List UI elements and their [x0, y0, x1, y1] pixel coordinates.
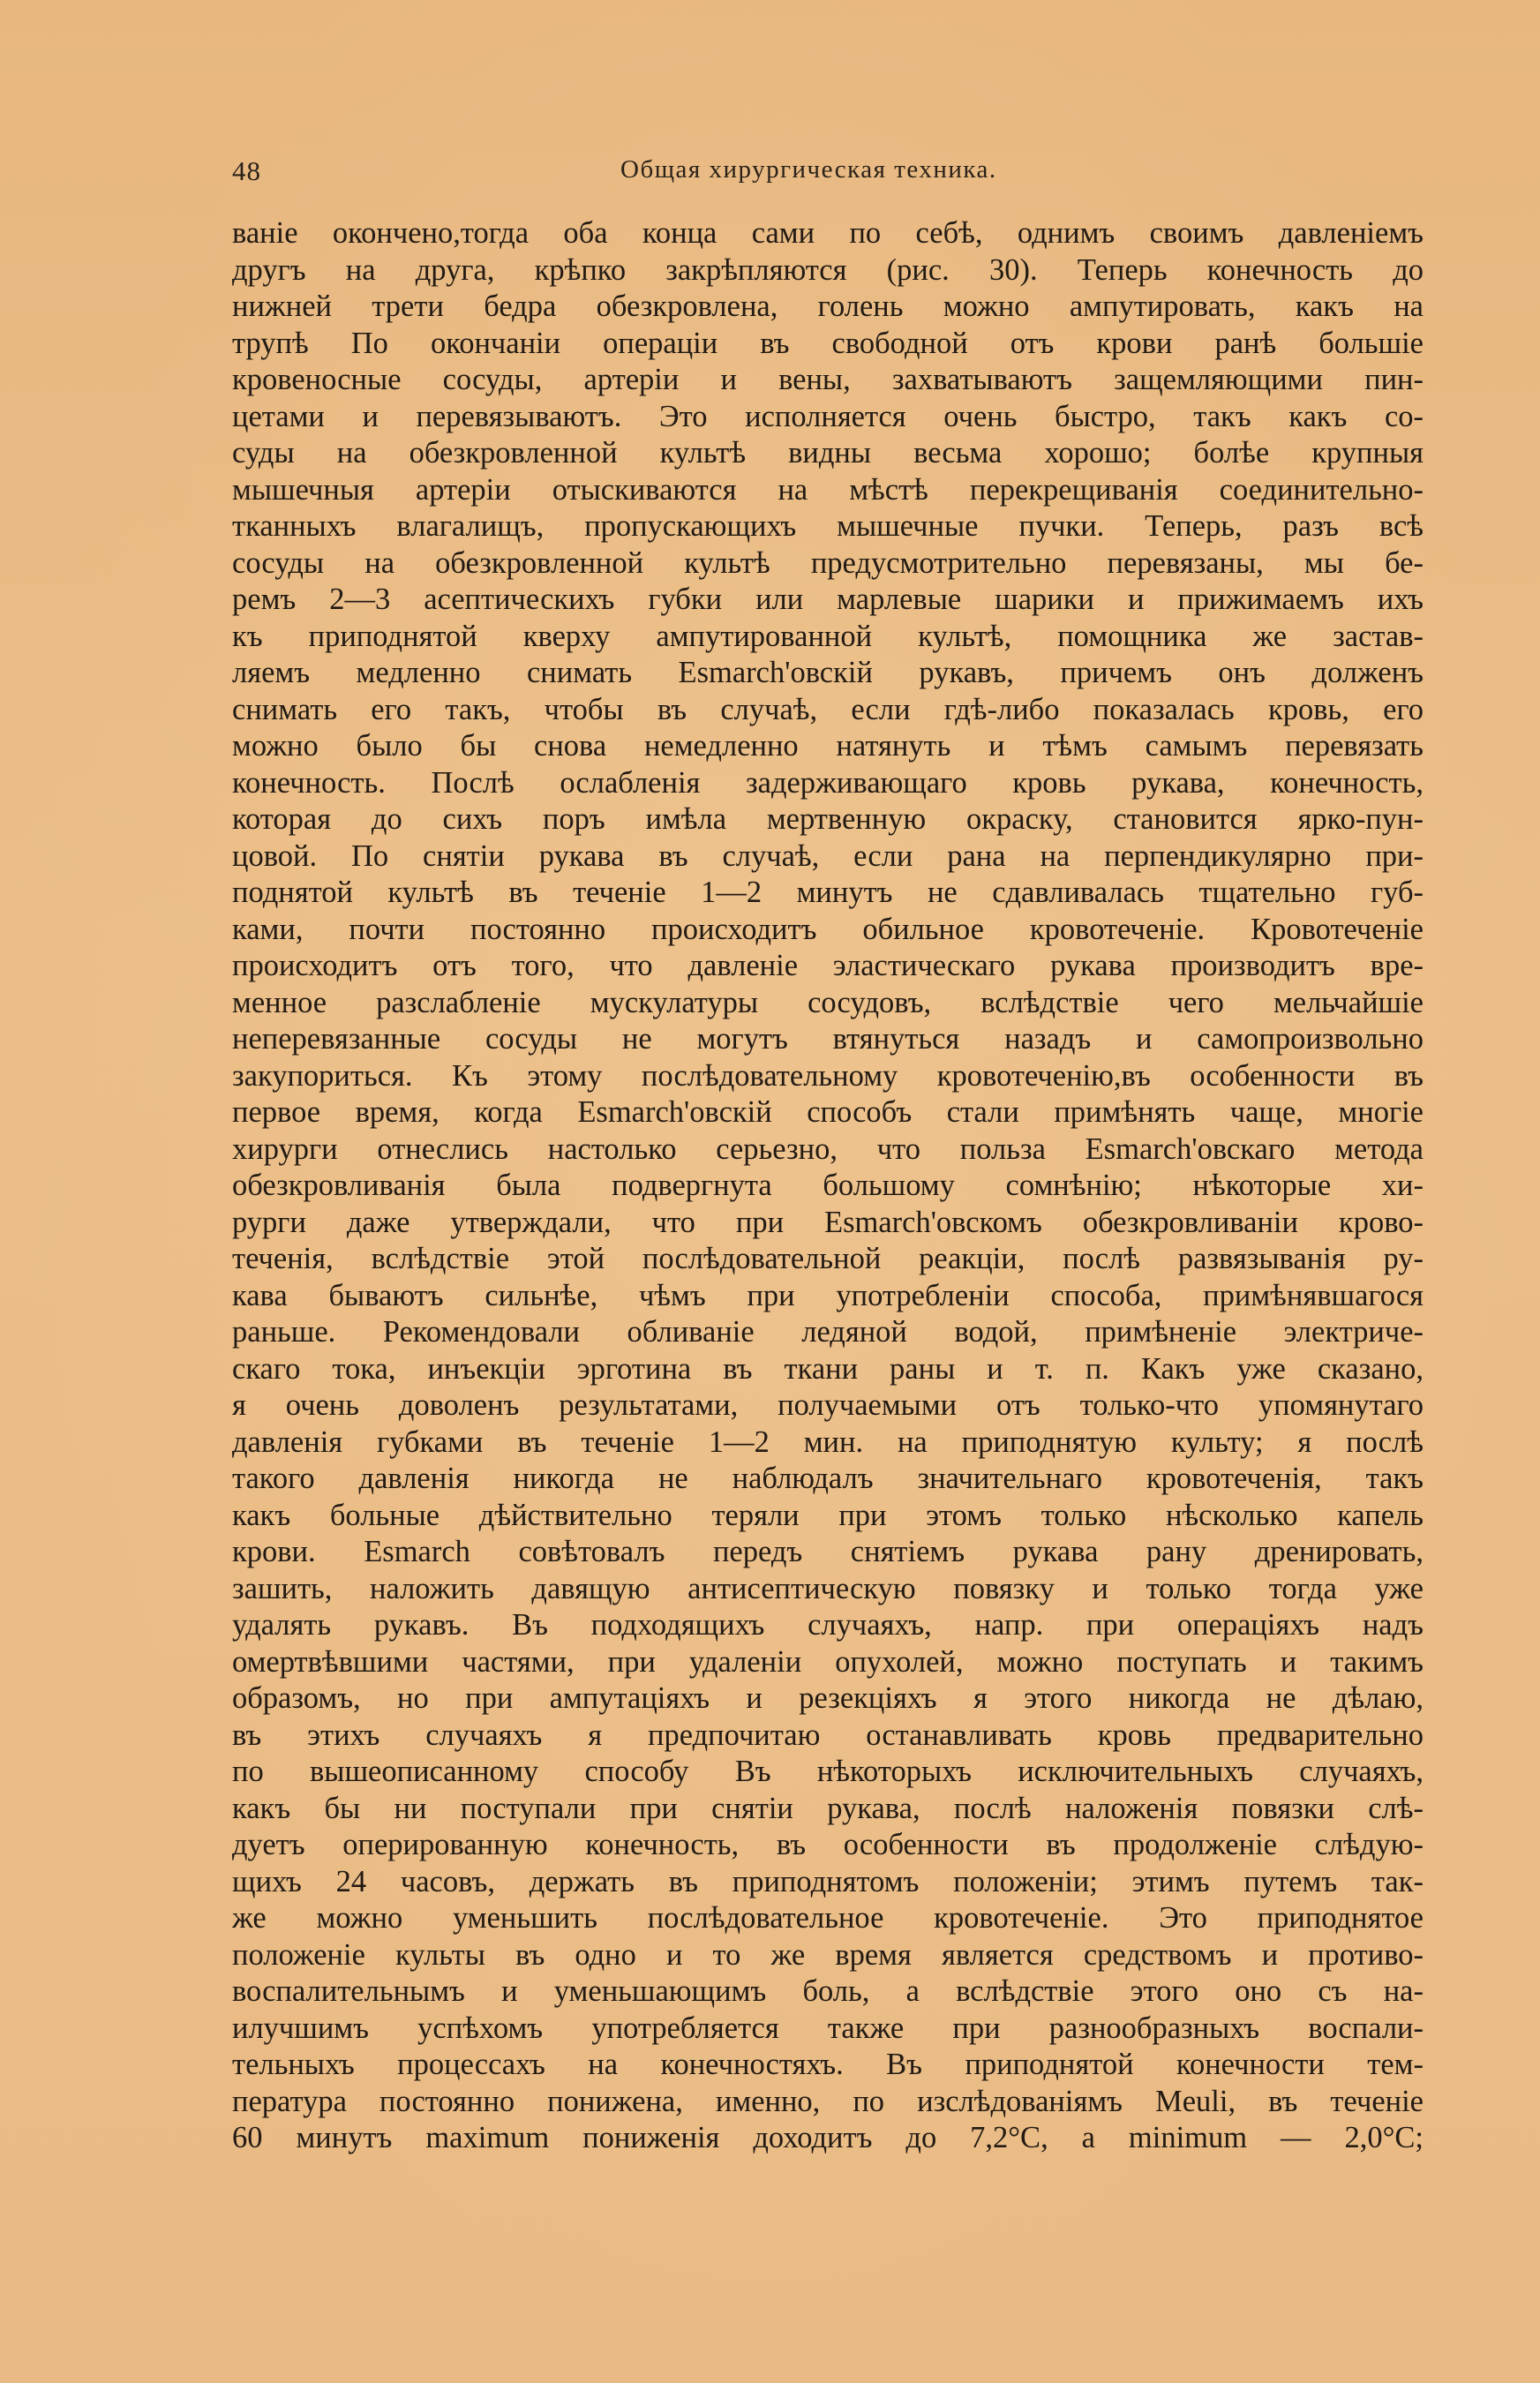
text-line: пература постоянно понижена, именно, по изслѣдованіямъ Meuli, въ теченіе [232, 2084, 1424, 2118]
text-line: сосуды на обезкровленной культѣ предусмотрительно перевязаны, мы бе- [232, 545, 1424, 580]
text-line: закупориться. Къ этому послѣдовательному кровотеченію,въ особенности въ [232, 1058, 1424, 1093]
text-line: въ этихъ случаяхъ я предпочитаю останавливать кровь предварительно [232, 1718, 1424, 1752]
text-line: рурги даже утверждали, что при Esmarch'овскомъ обезкровливаніи крово- [232, 1205, 1424, 1239]
text-line: нижней трети бедра обезкровлена, голень можно ампутировать, какъ на [232, 289, 1424, 323]
text-line: ваніе окончено,тогда оба конца сами по себѣ, однимъ своимъ давленіемъ [232, 216, 1424, 250]
text-line: я очень доволенъ результатами, получаемыми отъ только-что упомянутаго [232, 1388, 1424, 1422]
text-line: зашить, наложить давящую антисептическую повязку и только тогда уже [232, 1571, 1424, 1605]
text-line: удалять рукавъ. Въ подходящихъ случаяхъ, напр. при операціяхъ надъ [232, 1608, 1424, 1642]
text-line: ками, почти постоянно происходитъ обильное кровотеченіе. Кровотеченіе [232, 912, 1424, 946]
text-line: къ приподнятой кверху ампутированной культѣ, помощника же застав- [232, 619, 1424, 653]
text-line: тканныхъ влагалищъ, пропускающихъ мышечные пучки. Теперь, разъ всѣ [232, 509, 1424, 543]
text-line: омертвѣвшими частями, при удаленіи опухолей, можно поступать и такимъ [232, 1644, 1424, 1679]
text-line: цовой. По снятіи рукава въ случаѣ, если рана на перпендикулярно при- [232, 838, 1424, 873]
text-line: воспалительнымъ и уменьшающимъ боль, а вслѣдствіе этого оно съ на- [232, 1974, 1424, 2008]
text-line: какъ больные дѣйствительно теряли при этомъ только нѣсколько капель [232, 1498, 1424, 1532]
text-line: илучшимъ успѣхомъ употребляется также при разнообразныхъ воспали- [232, 2011, 1424, 2045]
body-text [232, 215, 1424, 2193]
text-line: конечность. Послѣ ослабленія задерживающаго кровь рукава, конечность, [232, 765, 1424, 800]
text-line: менное разслабленіе мускулатуры сосудовъ, вслѣдствіе чего мельчайшіе [232, 985, 1424, 1019]
text-line: хирурги отнеслись настолько серьезно, что польза Esmarch'овскаго метода [232, 1131, 1424, 1166]
text-line: которая до сихъ поръ имѣла мертвенную окраску, становится ярко-пун- [232, 802, 1424, 836]
page-header [232, 155, 1424, 191]
text-line: снимать его такъ, чтобы въ случаѣ, если гдѣ-либо показалась кровь, его [232, 692, 1424, 726]
text-line: такого давленія никогда не наблюдалъ значительнаго кровотеченія, такъ [232, 1462, 1424, 1495]
running-title: Общая хирургическая техника. [620, 155, 997, 184]
text-line: другъ на друга, крѣпко закрѣпляются (рис. 30). Теперь конечность до [232, 252, 1424, 287]
text-line: можно было бы снова немедленно натянуть и тѣмъ самымъ перевязать [232, 729, 1424, 763]
text-line: первое время, когда Esmarch'овскій способъ стали примѣнять чаще, многіе [232, 1095, 1424, 1129]
text-line: щихъ 24 часовъ, держать въ приподнятомъ положеніи; этимъ путемъ так- [232, 1864, 1424, 1898]
text-line: неперевязанные сосуды не могутъ втянуться назадъ и самопроизвольно [232, 1022, 1424, 1056]
text-line [232, 2157, 1424, 2194]
text-line: раньше. Рекомендовали обливаніе ледяной водой, примѣненіе электриче- [232, 1315, 1424, 1349]
text-line: поднятой культѣ въ теченіе 1—2 минутъ не сдавливалась тщательно губ- [232, 876, 1424, 909]
text-line: дуетъ оперированную конечность, въ особенности въ продолженіе слѣдую- [232, 1828, 1424, 1861]
text-line: обезкровливанія была подвергнута большому сомнѣнію; нѣкоторые хи- [232, 1169, 1424, 1202]
text-line: образомъ, но при ампутаціяхъ и резекціяхъ я этого никогда не дѣлаю, [232, 1681, 1424, 1715]
text-line: ляемъ медленно снимать Esmarch'овскій рукавъ, причемъ онъ долженъ [232, 656, 1424, 689]
text-line: ремъ 2—3 асептическихъ губки или марлевые шарики и прижимаемъ ихъ [232, 583, 1424, 616]
text-line: мышечныя артеріи отыскиваются на мѣстѣ перекрещиванія соединительно- [232, 472, 1424, 507]
text-line: цетами и перевязываютъ. Это исполняется очень быстро, такъ какъ со- [232, 399, 1424, 433]
text-line: кровеносные сосуды, артеріи и вены, захватываютъ защемляющими пин- [232, 363, 1424, 396]
text-line: же можно уменьшить послѣдовательное кровотеченіе. Это приподнятое [232, 1901, 1424, 1935]
page-number: 48 [232, 155, 261, 186]
text-line: трупѣ По окончаніи операціи въ свободной отъ крови ранѣ большіе [232, 326, 1424, 360]
text-line: скаго тока, инъекціи эрготина въ ткани раны и т. п. Какъ уже сказано, [232, 1351, 1424, 1386]
text-line: тельныхъ процессахъ на конечностяхъ. Въ приподнятой конечности тем- [232, 2048, 1424, 2081]
text-line: крови. Esmarch совѣтовалъ передъ снятіемъ рукава рану дренировать, [232, 1535, 1424, 1568]
text-line: какъ бы ни поступали при снятіи рукава, послѣ наложенія повязки слѣ- [232, 1791, 1424, 1825]
text-line: положеніе культы въ одно и то же время является средствомъ и противо- [232, 1937, 1424, 1972]
text-line: происходитъ отъ того, что давленіе эластическаго рукава производитъ вре- [232, 949, 1424, 982]
text-line: 60 минутъ maximum пониженія доходитъ до 7,2°C, а minimum — 2,0°C; [232, 2121, 1424, 2154]
text-line: давленія губками въ теченіе 1—2 мин. на приподнятую культу; я послѣ [232, 1425, 1424, 1459]
text-line: по вышеописанному способу Въ нѣкоторыхъ исключительныхъ случаяхъ, [232, 1755, 1424, 1788]
text-line: суды на обезкровленной культѣ видны весьма хорошо; болѣе крупныя [232, 436, 1424, 470]
text-line: кава бываютъ сильнѣе, чѣмъ при употребленіи способа, примѣнявшагося [232, 1278, 1424, 1312]
text-line: теченія, вслѣдствіе этой послѣдовательной реакціи, послѣ развязыванія ру- [232, 1242, 1424, 1275]
